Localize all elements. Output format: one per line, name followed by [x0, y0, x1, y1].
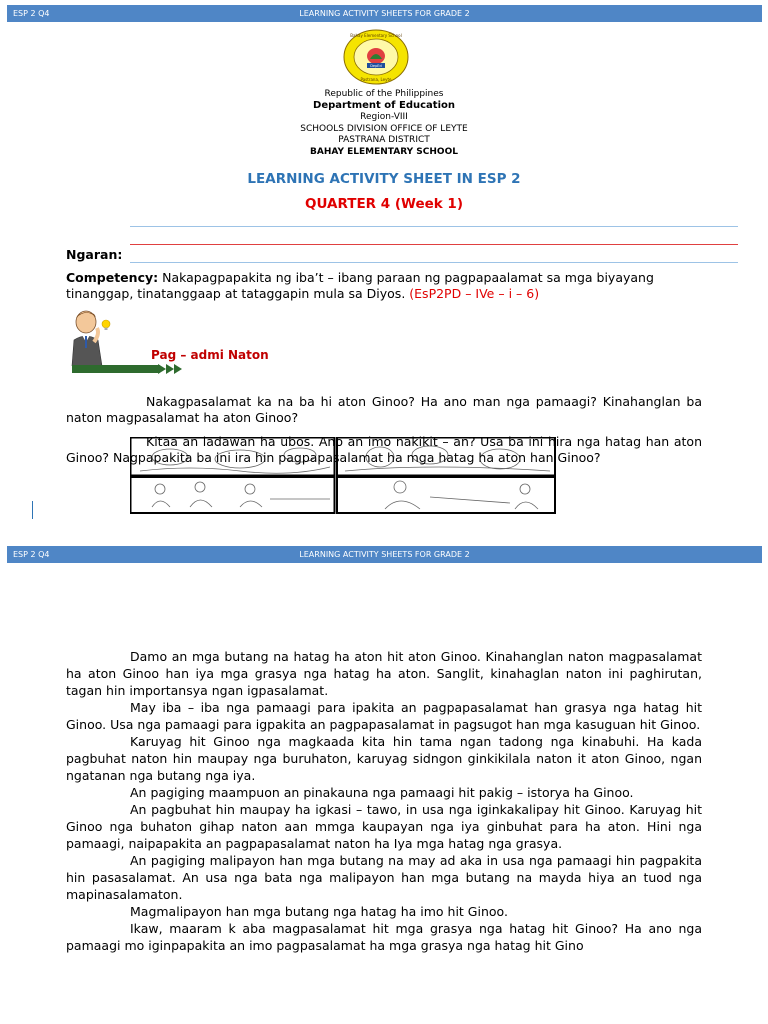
lesson-paragraph: An pagiging maampuon an pinakauna nga pamaagi hit pakig – istorya ha Ginoo. — [130, 785, 634, 800]
agency-line-deped: Department of Education — [313, 100, 455, 111]
svg-text:DepEd: DepEd — [370, 64, 382, 68]
intro-paragraph-2: Kitaa an ladawan ha ubos. Ano an imo nakikit – an? Usa ba ini hira nga hatag han aton Ginoo? Nagpapakita ba ini ira hin pagpapasalamat ha mga hatag ha aton han Ginoo? — [66, 434, 702, 465]
lesson-paragraph: An pagbuhat hin maupay ha igkasi – tawo, in usa nga iginkakalipay hit Ginoo. Karuyag hit Ginoo nga buhaton gihap naton aan mmga kaupayan nga iya ginbuhat para ha aton. Hini nga pamaagi, naipapakita an pagpapasalamat naton ha Iya mga hatag nga grasya. — [66, 802, 702, 851]
lesson-paragraph: Karuyag hit Ginoo nga magkaada kita hin tama ngan tadong nga kinabuhi. Ha kada pagbuhat naton hin maupay nga buruhaton, karuyag sidngon ginkikilala naton it aton Ginoo, ngan ngatanan nga butang nga iya. — [66, 734, 702, 783]
lesson-paragraph: Ikaw, maaram k aba magpasalamat hit mga grasya nga hatag hit Ginoo? Ha ano nga pamaagi mo iginpapakita an imo pagpasalamat ha mga grasya nga hatag hit Gino — [66, 921, 702, 953]
document-title: LEARNING ACTIVITY SHEET IN ESP 2 — [247, 171, 521, 187]
svg-text:Pastrana, Leyte: Pastrana, Leyte — [360, 77, 392, 82]
page2-header-center-text: LEARNING ACTIVITY SHEETS FOR GRADE 2 — [299, 550, 470, 559]
svg-text:Bahay Elementary School: Bahay Elementary School — [350, 33, 402, 38]
text-cursor — [32, 501, 33, 519]
competency-text — [66, 270, 706, 302]
header-left-text: ESP 2 Q4 — [13, 9, 50, 18]
intro-paragraph-1: Nakagpasalamat ka na ba hi aton Ginoo? Ha ano man nga pamaagi? Kinahanglan ba naton magpasalamat ha aton Ginoo? — [66, 394, 702, 425]
divider-line-red — [130, 244, 738, 245]
document-subtitle: QUARTER 4 (Week 1) — [304, 196, 463, 212]
competency-code: (EsP2PD – IVe – i – 6) — [409, 286, 540, 301]
agency-line-district: PASTRANA DISTRICT — [338, 135, 430, 145]
divider-line — [130, 226, 738, 227]
lesson-paragraph: May iba – iba nga pamaagi para ipakita an pagpapasalamat han grasya nga hatag hit Ginoo. Usa nga pamaagi para igpakita an pagpapasalamat in pagsugot han mga kasuguan hit Ginoo. — [66, 700, 702, 732]
lesson-body — [66, 648, 702, 954]
name-underline — [130, 262, 738, 263]
section-heading: Pag – admi Naton — [151, 348, 269, 362]
competency-label: Competency: — [66, 270, 159, 285]
lesson-paragraph: An pagiging malipayon han mga butang na may ad aka in usa nga pamaagi hin pagpakita hin pasasalamat. An usa nga bata nga malipayon han mga butang na mayda hiya an tuod nga mapinasalamaton. — [66, 853, 702, 902]
lesson-paragraph: Magmalipayon han mga butang nga hatag ha imo hit Ginoo. — [130, 904, 508, 919]
name-label: Ngaran: — [66, 247, 123, 262]
section-arrow-bar — [72, 364, 187, 374]
page2-header-left-text: ESP 2 Q4 — [13, 550, 50, 559]
lesson-paragraph: Damo an mga butang na hatag ha aton hit aton Ginoo. Kinahanglan naton magpasalamat ha aton Ginoo han iya mga grasya nga hatag ha aton. Sanglit, kinahaglan naton ini paghirutan, tagan hin importansya ngan igpasalamat. — [66, 649, 702, 698]
agency-line-school: BAHAY ELEMENTARY SCHOOL — [310, 147, 458, 157]
school-seal-logo — [343, 29, 409, 85]
header-center-text: LEARNING ACTIVITY SHEETS FOR GRADE 2 — [299, 9, 470, 18]
page2-header-bar — [7, 546, 762, 563]
header-bar — [7, 5, 762, 22]
agency-line-republic: Republic of the Philippines — [324, 89, 444, 99]
competency-body: Nakapagpapakita ng iba’t – ibang paraan ng pagpapaalamat sa mga biyayang tinanggap, tinatanggaap at tataggapin mula sa Diyos. — [66, 270, 654, 301]
thinking-man-icon — [64, 308, 114, 366]
agency-line-division: SCHOOLS DIVISION OFFICE OF LEYTE — [300, 124, 468, 134]
agency-line-region: Region-VIII — [360, 112, 408, 122]
